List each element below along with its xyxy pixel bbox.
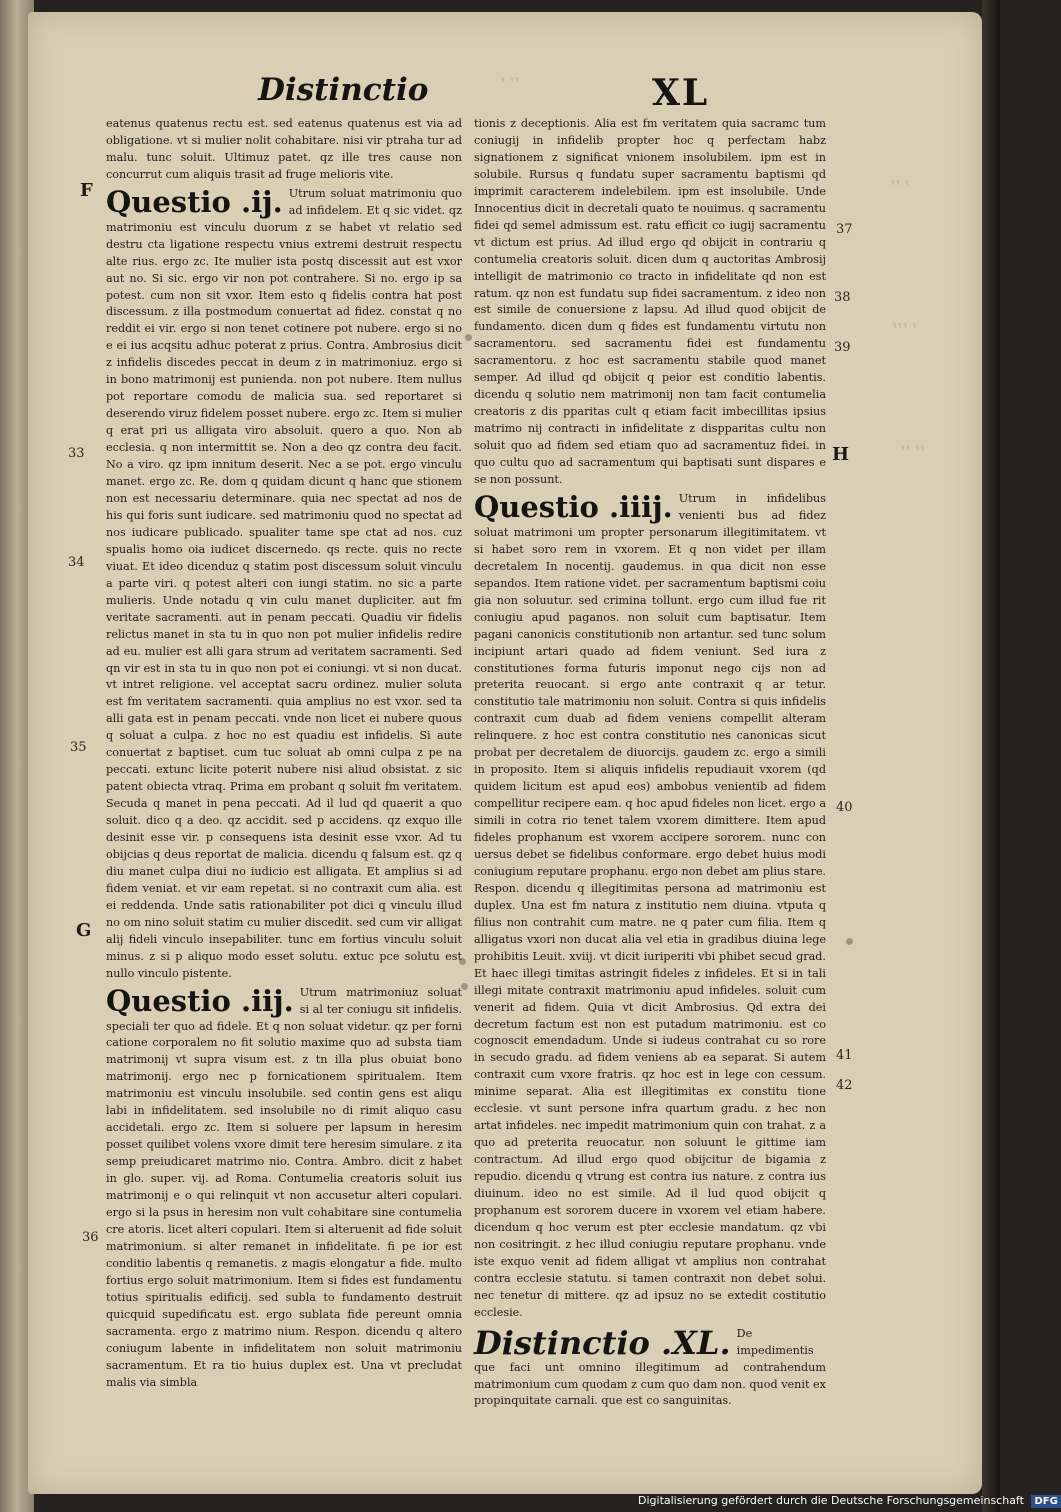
running-head-right: XL xyxy=(652,72,710,114)
dfg-logo: DFG xyxy=(1031,1495,1060,1508)
page-spot xyxy=(465,334,472,341)
margin-number-33: 33 xyxy=(68,446,85,461)
page-edge-shadow xyxy=(982,0,1000,1512)
question-heading: Questio .iiij. xyxy=(474,489,673,524)
question-block xyxy=(106,985,462,1392)
page-spot xyxy=(461,983,468,990)
margin-letter-f: F xyxy=(80,180,93,201)
show-through-text: ꝛꝛ ꝛꝛ xyxy=(900,443,925,453)
paragraph: eatenus quatenus rectu est. sed eatenus quatenus est via ad obligatione. vt si mulier nolit cohabitare. nisi vir ptraha tur ad malu. tunc soluit. Ultimuz patet. qz ille tres cause non concurrut cum aliquis trasit ad fruge melioris vite. xyxy=(106,117,462,181)
margin-number-42: 42 xyxy=(836,1078,853,1093)
margin-letter-h: H xyxy=(832,444,850,465)
show-through-text: ꝛ ꝛꝛ xyxy=(500,75,520,85)
margin-number-41: 41 xyxy=(836,1048,853,1063)
margin-number-38: 38 xyxy=(834,290,851,305)
page-spot xyxy=(846,938,853,945)
right-text-column xyxy=(474,116,826,1410)
left-text-column xyxy=(106,116,462,1391)
distinction-block xyxy=(474,1323,826,1411)
show-through-text: ꝛꝛ ꝛ xyxy=(890,178,910,188)
question-block xyxy=(474,491,826,1322)
question-text: Utrum soluat matrimoniu quo ad infidelem. Et q sic videt. qz matrimoniu est vinculu duorum z se habet vt relatio sed destru cta ligatione respectu vnius extremi destruit respectu alte rius. ergo zc. Ite mulier ista postq discessit aut est vxor aut no. Si sic. ergo vir non pot contrahere. Si no. ergo ip sa potest. cum non sit vxor. Item esto q fidelis contra hat post discessum. z illa postmodum conuertat ad fidez. constat q no reddit ei vir. ergo si non tenet cotinere pot nubere. ergo si no e ei ius acqsitu adhuc poterat z prius. Contra. Ambrosius dicit z infidelis discedes peccat in deum z in matrimoniuz. ergo si in bono matrimonij est punienda. non pot nubere. Item nullus pot reportare comodu de malicia sua. sed reportaret si deserendo viruz fidelem posset nubere. ergo zc. Item si mulier q erat pri us alligata viro absoluit. quero a quo. Non ab ecclesia. q non intermittit se. Non a deo qz contra deu facit. No a viro. qz ipm innitum deserit. Nec a se pot. ergo vinculu manet. ergo zc. Re. dom q quidam dicunt q hanc que stionem non est necessariu determinare. quia nec spectat ad nos de his qui foris sunt iudicare. sed matrimoniu quod no spectat ad nos iudicare publicado. spualiter tame spe ctat ad nos. cuz spualis homo oia iudicet discernedo. qs recte. quis no recte viuat. Et ideo dicenduz q statim post discessum soluit vinculu a parte viri. q potest alteri con iungi statim. no sic a parte mulieris. Unde notadu q vin culu manet dupliciter. aut fm veritate sacramenti. aut in penam peccati. Quadiu vir fidelis relictus manet in sta tu in quo non pot mulier infidelis redire ad eu. mulier est alli gara strum ad veritatem sacramenti. Sed qn vir est in sta tu in quo non pot ei coniungi. vt si non ducat. vt intret religione. vel acceptat sacru ordinez. mulier soluta est fm veritatem sacramenti. quia amplius no est vxor. sed ta alli gata est in penam peccati. vnde non licet ei nubere quous q soluat a culpa. z hoc no est quadiu est infidelis. Si aute conuertat z baptiset. cum tuc soluat ab omni culpa z pe na peccati. extunc licite poterit nubere nisi aliud obsistat. z sic patent obiecta vtraq. Prima em probant q soluit fm veritatem. Secuda q manet in pena peccati. Ad il lud qd quaerit a quo soluit. dico q a deo. qz accidit. sed p accidens. qz exquo ille desinit esse vir. p consequens ista desinit esse vxor. Ad tu obijcias q deus reportat de malicia. dicendu q falsum est. qz q diu manet culpa diui no iudicio est alligata. Et amplius si ad fidem veniat. et vir eam repetat. si no contraxit cum alia. est ei reddenda. Unde satis rationabiliter pot dici q vinculu illud no om nino soluit statim cu mulier discedit. sed cum vir alligat alij fideli vinculo insepabiliter. tunc em fortius vinculu soluit minus. z si p aliquo modo esset solutu. extuc pce solutu est nullo vinculo pistente. xyxy=(106,186,462,980)
footer-text: Digitalisierung gefördert durch die Deutsche Forschungsgemeinschaft xyxy=(638,1494,1024,1507)
margin-number-35: 35 xyxy=(70,740,87,755)
margin-number-40: 40 xyxy=(836,800,853,815)
question-heading: Questio .ij. xyxy=(106,184,283,219)
show-through-text: ꝛꝛꝛ ꝛ xyxy=(892,321,917,331)
question-text: Utrum matrimoniuz soluat si al ter coniugu sit infidelis. speciali ter quo ad fidele. Et q non soluat videtur. qz per forni catione corporalem no fit solutio maxime quo ad substa tiam matrimonij vt supra visum est. z tn illa plus obuiat bono matrimonij. ergo nec p fornicationem spiritualem. Item matrimoniu est vinculu insolubile. sed contin gens est aliqu labi in infidelitatem. sed insolubile no di rimit aliquo casu accidetali. ergo zc. Item si soluere per lapsum in heresim posset quilibet volens vxore dimit tere heresim simulare. z ita semp preiudicaret matrimo nio. Contra. Ambro. dicit z habet in glo. super. vij. ad Roma. Contumelia creatoris soluit ius matrimonij e o qui relinquit vt non accusetur alteri copulari. ergo si la psus in heresim non vult cohabitare sine contumelia cre atoris. licet alteri copulari. Item si alteruenit ad fide soluit matrimonium. si alter remanet in infidelitate. fi pe ior est conditio labentis q remanetis. z magis elongatur a fide. multo fortius ergo soluit matrimonium. Item si fides est fundamentu totius spiritualis edificij. sed subla to fundamento destruit quicquid supedificatu est. ergo sublata fide pereunt omnia sacramenta. ergo z matrimo nium. Respon. dicendu q altero coniugum labente in infidelitatem non soluit matrimoniu sacramentum. Et ra tio huius duplex est. Una vt precludat malis via simbla xyxy=(106,985,462,1389)
question-text: Utrum in infidelibus venienti bus ad fidez soluat matrimoni um propter personarum illegitimitatem. vt si habet soro rem in vxorem. Et q non videt per illam decretalem In nocentij. gaudemus. in qua dicit non esse sepandos. Item ratione videt. per sacramentum baptismi coiu gia non soluutur. sed crimina tollunt. ergo cum illud fue rit coniugiu apud paganos. non soluit cum baptisatur. Item pagani canonicis constitutionib non artantur. sed tunc solum incipiunt artari quado ad fidem veniunt. Sed iura z constitutiones forma futuris imponut nego cijs non ad preterita reuocant. si ergo ante contraxit q ar tetur. constitutio tale matrimoniu non soluit. Contra si quis infidelis contraxit cum duab ad fidem veniens compellit alteram relinquere. z hoc est contra constitutio nes canonicas sicut probat per decretalem de diuorcijs. gaudem zc. ergo a simili in proposito. Item si aliquis infidelis repudiauit vxorem (qd quidem licitum est apud eos) ambobus venientib ad fidem compellitur recipere eam. q hoc apud fideles non licet. ergo a simili in cotra rio tenet talem vxorem dimittere. Item apud fideles prophanum est vxorem accipere sororem. nunc con uersus debet se fidelibus conformare. ergo debet huius modi coniugium reputare prophanu. ergo non debet am plius stare. Respon. dicendu q illegitimitas persona ad matrimoniu est duplex. Una est fm natura z institutio nem diuina. vtputa q filius non contrahit cum matre. ne q pater cum filia. Item q alligatus vxori non ducat alia vel etia in gradibus diuina lege prohibitis Leuit. xviij. vt dicit iuriperiti vbi phibet secud grad. Et haec illegi timitas astringit fideles z infideles. Et si in tali illegi mitate contraxit matrimoniu apud infideles. soluit cum venerit ad fidem. Quia vt dicit Ambrosius. Qd extra dei decretum factum est non est putadum matrimoniu. est co cognoscit emendadum. Unde si iudeus contrahat cu so rore in secudo gradu. ad fidem veniens ab ea separat. Si autem contraxit cum vxore fratris. qz hoc est in lege con cessum. minime separat. Alia est illegitimitas ex constitu tione ecclesie. vt sunt persone infra quartum gradu. z hec non artat infideles. nec impedit matrimonium quin con trahat. z a quo ad preterita reuocatur. non soluunt le gittime iam contractum. Ad illud ergo quod obijcitur de bigamia z repudio. dicendu q vtrung est contra ius nature. z contra ius diuinum. ideo no est simile. Ad il lud quod obijcit q prophanum est sororem ducere in vxorem vel etiam habere. dicendum q hoc verum est pter ecclesie mandatum. qz vbi non cositringit. z hec illud coniugiu reputare prophanu. vnde iste exquo venit ad fidem alligat vt amplius non contrahat contra ecclesie statutu. si tamen contraxit non debet solui. nec tenetur di mittere. qz ad ipsuz no se extedit costitutio ecclesie. xyxy=(474,491,826,1319)
distinction-heading: Distinctio .XL. xyxy=(474,1323,731,1362)
question-heading: Questio .iij. xyxy=(106,983,294,1018)
paragraph: tionis z deceptionis. Alia est fm veritatem quia sacramc tum coniugij in infidelib propter hoc q perfectam habz signationem z significat vnionem insolubilem. ipm est in solubile. Rursus q fundatu super sacramentu baptismi qd imprimit caracterem indelebilem. ipm est insolubile. Unde Innocentius dicit in decretali quato te nouimus. q sacramentu fidei qd semel admissum est. ratu efficit co iugij sacramentu vt dictum est prius. Ad illud ergo qd obijcit in contrariu q contumelia creatoris soluit. dicen dum q auctoritas Ambrosij intelligit de matrimonio co tracto in infidelitate qd non est ratum. qz non est fundatu sup fidei sacramentum. z ideo non est simile de conuersione z lapsu. Ad illud quod obijcit de fundamento. dicen dum q fides est fundamentu virtutu non sacramentoru. sed sacramentu fidei est fundamentu sacramentoru. z hoc est sacramentu stabile quod manet semper. Ad illud qd obijcit q peior est conditio labentis. dicendu q solutio nem matrimonij non tam facit contumelia creatoris z dis pparitas cult q etiam facit imbecillitas ipsius matrimo nij contracti in infidelitate z dispparitas cultu non soluit quo ad fidem sed etiam quo ad sacramentuz fidei. in quo cultu quo ad sacramentum qui baptisati sunt dispares e se non possunt. xyxy=(474,117,826,487)
digitization-footer xyxy=(638,1490,1058,1512)
margin-letter-g: G xyxy=(76,920,92,941)
margin-number-37: 37 xyxy=(836,222,853,237)
question-block xyxy=(106,186,462,983)
distinction-text: De impedimentis que faci unt omnino illegitimum ad contrahendum matrimonium cum quodam z cum quo dam non. quod venit ex propinquitate carnali. que est co sanguinitas. xyxy=(474,1326,826,1408)
running-head-left: Distinctio xyxy=(258,72,429,108)
margin-number-34: 34 xyxy=(68,555,85,570)
margin-number-39: 39 xyxy=(834,340,851,355)
margin-number-36: 36 xyxy=(82,1230,99,1245)
